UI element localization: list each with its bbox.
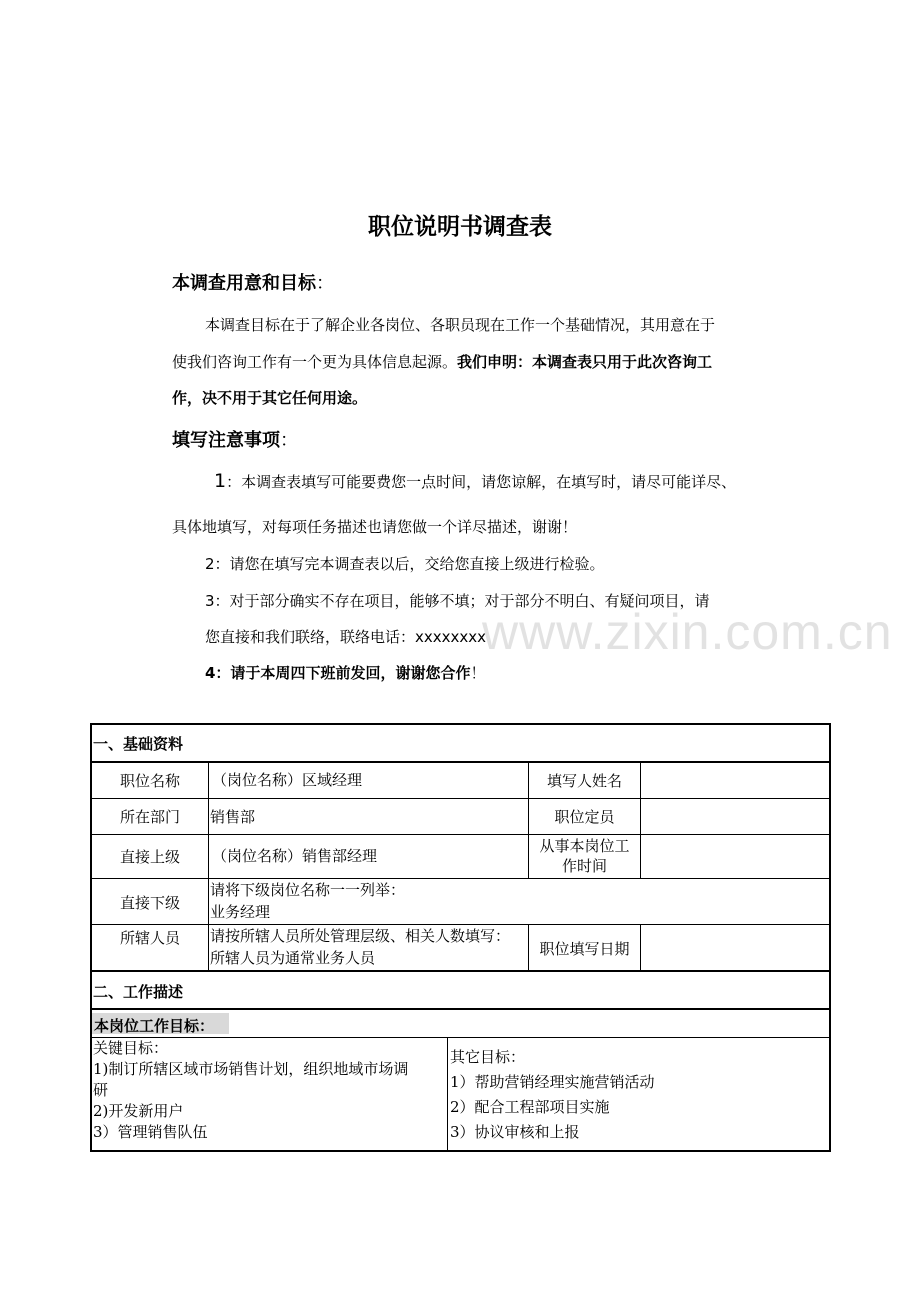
rule-row3 <box>90 878 831 879</box>
notes-heading <box>172 426 298 452</box>
other-goal-1: 1）帮助营销经理实施营销活动 <box>450 1073 655 1091</box>
key-goal-2: 2)开发新用户 <box>93 1102 184 1120</box>
note-4-end: ！ <box>470 664 486 682</box>
col-rule-3a <box>640 761 641 879</box>
page-title: 职位说明书调查表 <box>368 214 552 240</box>
col-rule-1 <box>208 761 209 971</box>
other-goal-3: 3）协议审核和上报 <box>450 1123 580 1141</box>
staffing-label: 职位定员 <box>554 808 615 826</box>
subordinate-prompt: 请将下级岗位名称一一列举： <box>210 881 406 899</box>
key-goal-3: 3）管理销售队伍 <box>93 1123 208 1141</box>
tenure-label-line-2: 作时间 <box>561 857 607 875</box>
col-rule-goals <box>447 1037 448 1151</box>
tenure-label <box>529 836 640 876</box>
note-4-text: 4：请于本周四下班前发回，谢谢您合作 <box>205 664 471 682</box>
notes-heading-text: 填写注意事项 <box>172 430 280 451</box>
dept-value[interactable]: 销售部 <box>210 808 256 826</box>
note-3-line-2: 您直接和我们联络，联络电话：xxxxxxxx <box>205 628 487 646</box>
purpose-line-2-normal: 使我们咨询工作有一个更为具体信息起源。 <box>172 353 458 371</box>
col-rule-3b <box>640 924 641 971</box>
other-goals[interactable] <box>450 1045 655 1145</box>
tenure-label-line-1: 从事本岗位工 <box>539 837 630 855</box>
staff-prompt: 请按所辖人员所处管理层级、相关人数填写： <box>210 927 511 945</box>
note-1-text: ：本调查表填写可能要费您一点时间，请您谅解，在填写时，请尽可能详尽、 <box>226 473 737 491</box>
note-3-line-1: 3：对于部分确实不存在项目，能够不填；对于部分不明白、有疑问项目，请 <box>205 592 710 610</box>
purpose-line-2 <box>172 351 712 372</box>
superior-label: 直接上级 <box>119 848 180 866</box>
key-goals-title: 关键目标： <box>93 1039 169 1057</box>
note-1-number: 1 <box>214 470 227 492</box>
note-2: 2：请您在填写完本调查表以后，交给您直接上级进行检验。 <box>205 555 605 573</box>
purpose-line-3: 作，决不用于其它任何用途。 <box>172 389 368 407</box>
rule-row1 <box>90 798 831 799</box>
rule-row5 <box>90 970 831 972</box>
job-name-label: 职位名称 <box>119 772 180 790</box>
staff-value[interactable] <box>210 925 526 969</box>
filler-name-field[interactable] <box>642 763 828 797</box>
section-job-description: 二、工作描述 <box>93 983 184 1001</box>
watermark: www.zixin.com.cn <box>482 604 893 660</box>
date-label: 职位填写日期 <box>539 940 630 958</box>
note-1-line-2: 具体地填写，对每项任务描述也请您做一个详尽描述，谢谢！ <box>172 518 578 536</box>
superior-value[interactable]: （岗位名称）销售部经理 <box>212 847 378 865</box>
staff-label: 所辖人员 <box>119 929 180 947</box>
note-4 <box>205 662 485 683</box>
purpose-heading-text: 本调查用意和目标 <box>172 273 316 294</box>
subordinate-entry: 业务经理 <box>210 903 271 921</box>
staffing-field[interactable] <box>642 800 828 833</box>
section-basic-info: 一、基础资料 <box>93 735 184 753</box>
purpose-heading-colon: ： <box>316 273 334 294</box>
staff-entry: 所辖人员为通常业务人员 <box>210 949 376 967</box>
job-name-value[interactable]: （岗位名称）区域经理 <box>212 771 363 789</box>
other-goal-2: 2）配合工程部项目实施 <box>450 1098 610 1116</box>
tenure-field[interactable] <box>642 836 828 877</box>
filler-name-label: 填写人姓名 <box>546 772 622 790</box>
date-field[interactable] <box>642 926 828 969</box>
rule-section2 <box>90 1008 831 1010</box>
purpose-line-1: 本调查目标在于了解企业各岗位、各职员现在工作一个基础情况，其用意在于 <box>205 316 716 334</box>
rule-row2 <box>90 834 831 835</box>
subordinate-label: 直接下级 <box>119 894 180 912</box>
note-1-line-1 <box>214 470 736 492</box>
key-goal-1-cont: 研 <box>93 1081 109 1099</box>
notes-heading-colon: ： <box>280 430 298 451</box>
subordinate-value[interactable] <box>210 879 405 923</box>
other-goals-title: 其它目标： <box>450 1048 526 1066</box>
purpose-heading <box>172 269 334 295</box>
key-goals[interactable] <box>93 1038 408 1143</box>
goal-header: 本岗位工作目标： <box>94 1017 215 1035</box>
dept-label: 所在部门 <box>119 808 180 826</box>
key-goal-1: 1)制订所辖区域市场销售计划，组织地域市场调 <box>93 1060 409 1078</box>
purpose-statement: 我们申明：本调查表只用于此次咨询工 <box>457 353 713 371</box>
